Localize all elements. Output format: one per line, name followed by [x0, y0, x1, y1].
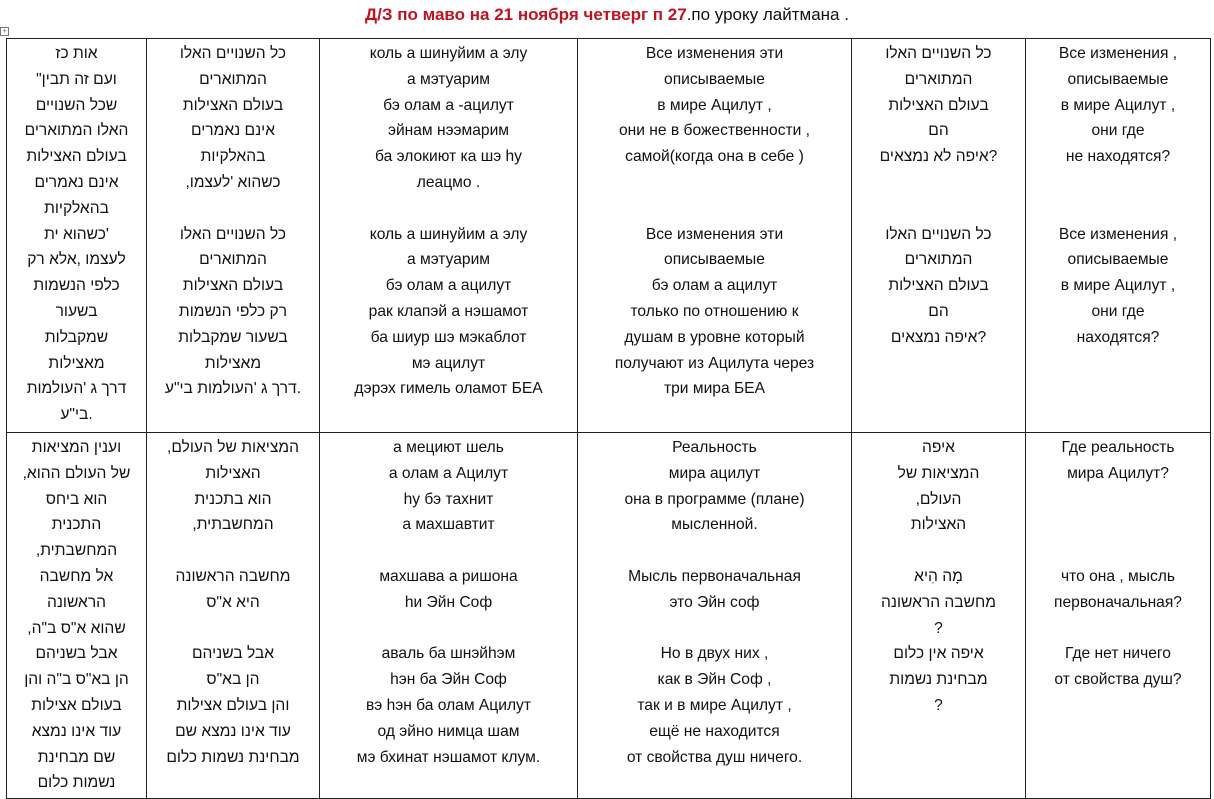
cell-line: אינם נאמרים — [34, 173, 119, 191]
cell-line: они где — [1091, 122, 1145, 140]
cell-line: בעולם אצילות — [31, 696, 122, 714]
cell-line: מבחינת נשמות כלום — [166, 748, 300, 766]
cell-line: בהאלקיות — [200, 148, 266, 166]
cell-line: ещё не находится — [649, 722, 780, 740]
cell-line: первоначальная? — [1054, 593, 1182, 611]
cell-line: לעצמו ,אלא רק — [27, 251, 126, 269]
cell-line: она в программе (плане) — [624, 490, 805, 508]
cell-line: ба шиур шэ мэкаблот — [370, 328, 527, 346]
cell-line: המציאות של העולם, — [167, 439, 299, 456]
cell-line: ? — [934, 619, 943, 637]
title-highlight: Д/З по маво на 21 ноября четверг п 27 — [365, 5, 687, 24]
blank-line — [582, 616, 847, 642]
cell-line: ועם זה תבין" — [36, 70, 117, 88]
cell-line: мира ацилут — [668, 464, 761, 482]
cell-line: איפה אין כלום — [893, 645, 984, 663]
cell-line: בעולם האצילות — [182, 96, 284, 114]
cell-line: Все изменения эти — [645, 225, 784, 243]
cell-line: המתוארים — [199, 70, 267, 88]
blank-line — [1030, 616, 1206, 642]
cell-line: בעולם האצילות — [888, 277, 989, 295]
blank-line — [582, 170, 847, 196]
cell-line: получают из Ацилута через — [614, 354, 815, 372]
cell-line: הן בא"ס — [206, 671, 260, 689]
cell-line: 'כשהוא ית — [44, 225, 109, 243]
cell-line: они где — [1091, 302, 1145, 320]
cell-line: душам в уровне который — [624, 328, 805, 346]
table-cell[interactable] — [7, 39, 147, 433]
cell-line: שכל השנויים — [35, 96, 118, 114]
cell-line: коль а шинуйим а элу — [369, 225, 528, 243]
cell-line: הן בא"ס ב"ה והן — [24, 671, 129, 689]
cell-line: הראשונה — [46, 593, 107, 611]
table-row — [7, 39, 1211, 433]
cell-line: леацмо . — [416, 173, 481, 191]
cell-line: אל מחשבה — [39, 567, 114, 585]
cell-line: האצילות — [910, 516, 967, 534]
cell-line: аваль ба шнэйhэм — [381, 645, 516, 663]
cell-line: Реальность — [672, 439, 757, 456]
cell-line: три мира БЕА — [663, 380, 765, 398]
cell-line: איפה — [922, 439, 955, 456]
cell-line: мысленной. — [671, 516, 758, 534]
cell-line: דרך ג 'העולמות — [26, 380, 127, 398]
cell-line: мира Ацилут? — [1067, 464, 1169, 482]
cell-line: Все изменения эти — [645, 45, 784, 62]
cell-line: описываемые — [664, 70, 765, 88]
study-table — [6, 38, 1211, 799]
cell-line: מחשבה הראשונה — [175, 567, 291, 585]
table-move-handle-icon[interactable]: + — [0, 27, 9, 36]
cell-line: как в Эйн Соф , — [657, 671, 772, 689]
cell-line: בעולם האצילות — [888, 96, 989, 114]
blank-line — [856, 170, 1021, 196]
cell-line: .בי"ע — [60, 406, 93, 424]
cell-line: бэ олам а ацилут — [651, 277, 778, 295]
cell-line: находятся? — [1076, 328, 1160, 346]
cell-line: בשעור — [55, 302, 98, 320]
cell-line: האצילות — [205, 464, 261, 482]
cell-line: мэ ацилут — [411, 354, 486, 372]
cell-line: а мэтуарим — [406, 70, 491, 88]
cell-line: אינם נאמרים — [190, 122, 276, 140]
title-suffix: .по уроку лайтмана . — [686, 5, 849, 24]
cell-line: самой(когда она в себе ) — [625, 148, 804, 166]
cell-line: נשמות כלום — [37, 774, 116, 792]
cell-line: המתוארים — [904, 251, 973, 269]
cell-line: в мире Ацилут , — [657, 96, 772, 114]
cell-line: махшава а ришона — [379, 567, 518, 585]
cell-line: вэ hэн ба олам Ацилут — [366, 696, 531, 714]
cell-line: כל השנויים האלו — [179, 225, 287, 243]
cell-line: это Эйн соф — [669, 593, 760, 611]
cell-line: описываемые — [1067, 251, 1169, 269]
cell-line: Где реальность — [1061, 439, 1175, 456]
cell-line: של העולם ההוא, — [22, 464, 131, 482]
cell-line: שהוא א"ס ב"ה, — [27, 619, 126, 637]
table-cell[interactable] — [7, 433, 147, 799]
cell-line: הוא בתכנית — [194, 490, 272, 508]
blank-line — [1030, 196, 1206, 222]
cell-line: дэрэх гимель оламот БЕА — [354, 380, 543, 398]
blank-line — [151, 538, 315, 564]
cell-line: מָה הִיא — [914, 567, 963, 585]
cell-line: המציאות של — [897, 464, 980, 482]
cell-line: העולם, — [915, 490, 962, 508]
cell-line: איפה לא נמצאים? — [879, 148, 998, 166]
cell-line: אבל בשניהם — [191, 645, 275, 663]
blank-line — [324, 616, 573, 642]
cell-line: כל השנויים האלו — [885, 45, 992, 62]
cell-line: אבל בשניהם — [35, 645, 118, 663]
page-title — [0, 5, 1214, 25]
cell-line: бэ олам а ацилут — [385, 277, 512, 295]
cell-line: только по отношению к — [630, 302, 799, 320]
table-cell[interactable] — [852, 433, 1026, 799]
cell-line: ? — [934, 696, 943, 714]
cell-line: а мэтуарим — [406, 251, 491, 269]
cell-line: התכנית — [51, 516, 102, 534]
cell-line: ба элокиют ка шэ hу — [375, 148, 522, 166]
cell-line: אות כז — [55, 45, 98, 62]
cell-line: כל השנויים האלו — [179, 45, 287, 62]
blank-line — [856, 538, 1021, 564]
table-cell[interactable] — [147, 39, 320, 433]
blank-line — [1030, 487, 1206, 513]
cell-line: hу бэ тахнит — [403, 490, 494, 508]
cell-line: בשעור שמקבלות — [178, 328, 288, 346]
table-cell[interactable] — [578, 39, 852, 433]
cell-line: описываемые — [1067, 70, 1169, 88]
blank-line — [1030, 170, 1206, 196]
cell-line: Но в двух них , — [660, 645, 769, 663]
cell-line: עוד אינו נמצא — [31, 722, 122, 740]
cell-line: эйнам нээмарим — [387, 122, 510, 140]
cell-line: מבחינת נשמות — [889, 671, 988, 689]
cell-line: איפה נמצאים? — [890, 328, 987, 346]
blank-line — [1030, 512, 1206, 538]
cell-line: hи Эйн Соф — [404, 593, 493, 611]
cell-line: в мире Ацилут , — [1060, 277, 1176, 295]
cell-line: כל השנויים האלו — [885, 225, 992, 243]
cell-line: המתוארים — [199, 251, 267, 269]
cell-line: בהאלקיות — [44, 199, 109, 217]
blank-line — [324, 196, 573, 222]
cell-line: бэ олам а -ацилут — [383, 96, 514, 114]
cell-line: המחשבתית, — [35, 542, 118, 560]
blank-line — [151, 196, 315, 222]
cell-line: כשהוא 'לעצמו, — [185, 173, 281, 191]
cell-line: Мысль первоначальная — [628, 567, 801, 585]
cell-line: Где нет ничего — [1065, 645, 1171, 663]
cell-line: что она , мысль — [1061, 567, 1175, 585]
table-cell[interactable] — [1026, 433, 1211, 799]
cell-line: мэ бхинат нэшамот клум. — [356, 748, 541, 766]
cell-line: они не в божественности , — [618, 122, 811, 140]
cell-line: מחשבה הראשונה — [881, 593, 996, 611]
cell-line: а олам а Ацилут — [388, 464, 509, 482]
table-cell[interactable] — [320, 39, 578, 433]
cell-line: описываемые — [664, 251, 765, 269]
blank-line — [582, 538, 847, 564]
table-cell[interactable] — [147, 433, 320, 799]
cell-line: а махшавтит — [402, 516, 495, 534]
cell-line: не находятся? — [1065, 148, 1171, 166]
blank-line — [324, 538, 573, 564]
cell-line: שמקבלות — [44, 328, 109, 346]
cell-line: а мециют шель — [393, 439, 504, 456]
cell-line: от свойства душ? — [1054, 671, 1182, 689]
cell-line: הם — [928, 122, 949, 140]
cell-line: וענין המציאות — [31, 439, 122, 456]
blank-line — [856, 196, 1021, 222]
cell-line: שם מבחינת — [37, 748, 116, 766]
cell-line: והן בעולם אצילות — [176, 696, 290, 714]
cell-line: רק כלפי הנשמות — [178, 302, 288, 320]
cell-line: .דרך ג 'העולמות בי"ע — [164, 380, 302, 398]
cell-line: כלפי הנשמות — [33, 277, 120, 295]
cell-line: hэн ба Эйн Соф — [390, 671, 507, 689]
cell-line: в мире Ацилут , — [1060, 96, 1176, 114]
table-cell[interactable] — [1026, 39, 1211, 433]
table-cell[interactable] — [578, 433, 852, 799]
cell-line: Все изменения , — [1058, 45, 1178, 62]
cell-line: Все изменения , — [1058, 225, 1178, 243]
table-cell[interactable] — [852, 39, 1026, 433]
table-row — [7, 433, 1211, 799]
cell-line: בעולם האצילות — [182, 277, 284, 295]
blank-line — [1030, 538, 1206, 564]
cell-line: עוד אינו נמצא שם — [175, 722, 291, 740]
blank-line — [582, 196, 847, 222]
cell-line: המחשבתית, — [192, 516, 274, 534]
cell-line: הוא ביחס — [45, 490, 108, 508]
cell-line: מאצילות — [204, 354, 262, 372]
cell-line: рак клапэй а нэшамот — [368, 302, 529, 320]
cell-line: הם — [928, 302, 949, 320]
blank-line — [151, 616, 315, 642]
cell-line: בעולם האצילות — [26, 148, 127, 166]
cell-line: היא א"ס — [206, 593, 260, 611]
cell-line: од эйно нимца шам — [377, 722, 520, 740]
cell-line: מאצילות — [48, 354, 105, 372]
cell-line: коль а шинуйим а элу — [369, 45, 528, 62]
cell-line: האלו המתוארים — [24, 122, 129, 140]
cell-line: так и в мире Ацилут , — [637, 696, 792, 714]
cell-line: המתוארים — [904, 70, 973, 88]
table-cell[interactable] — [320, 433, 578, 799]
cell-line: от свойства душ ничего. — [626, 748, 803, 766]
